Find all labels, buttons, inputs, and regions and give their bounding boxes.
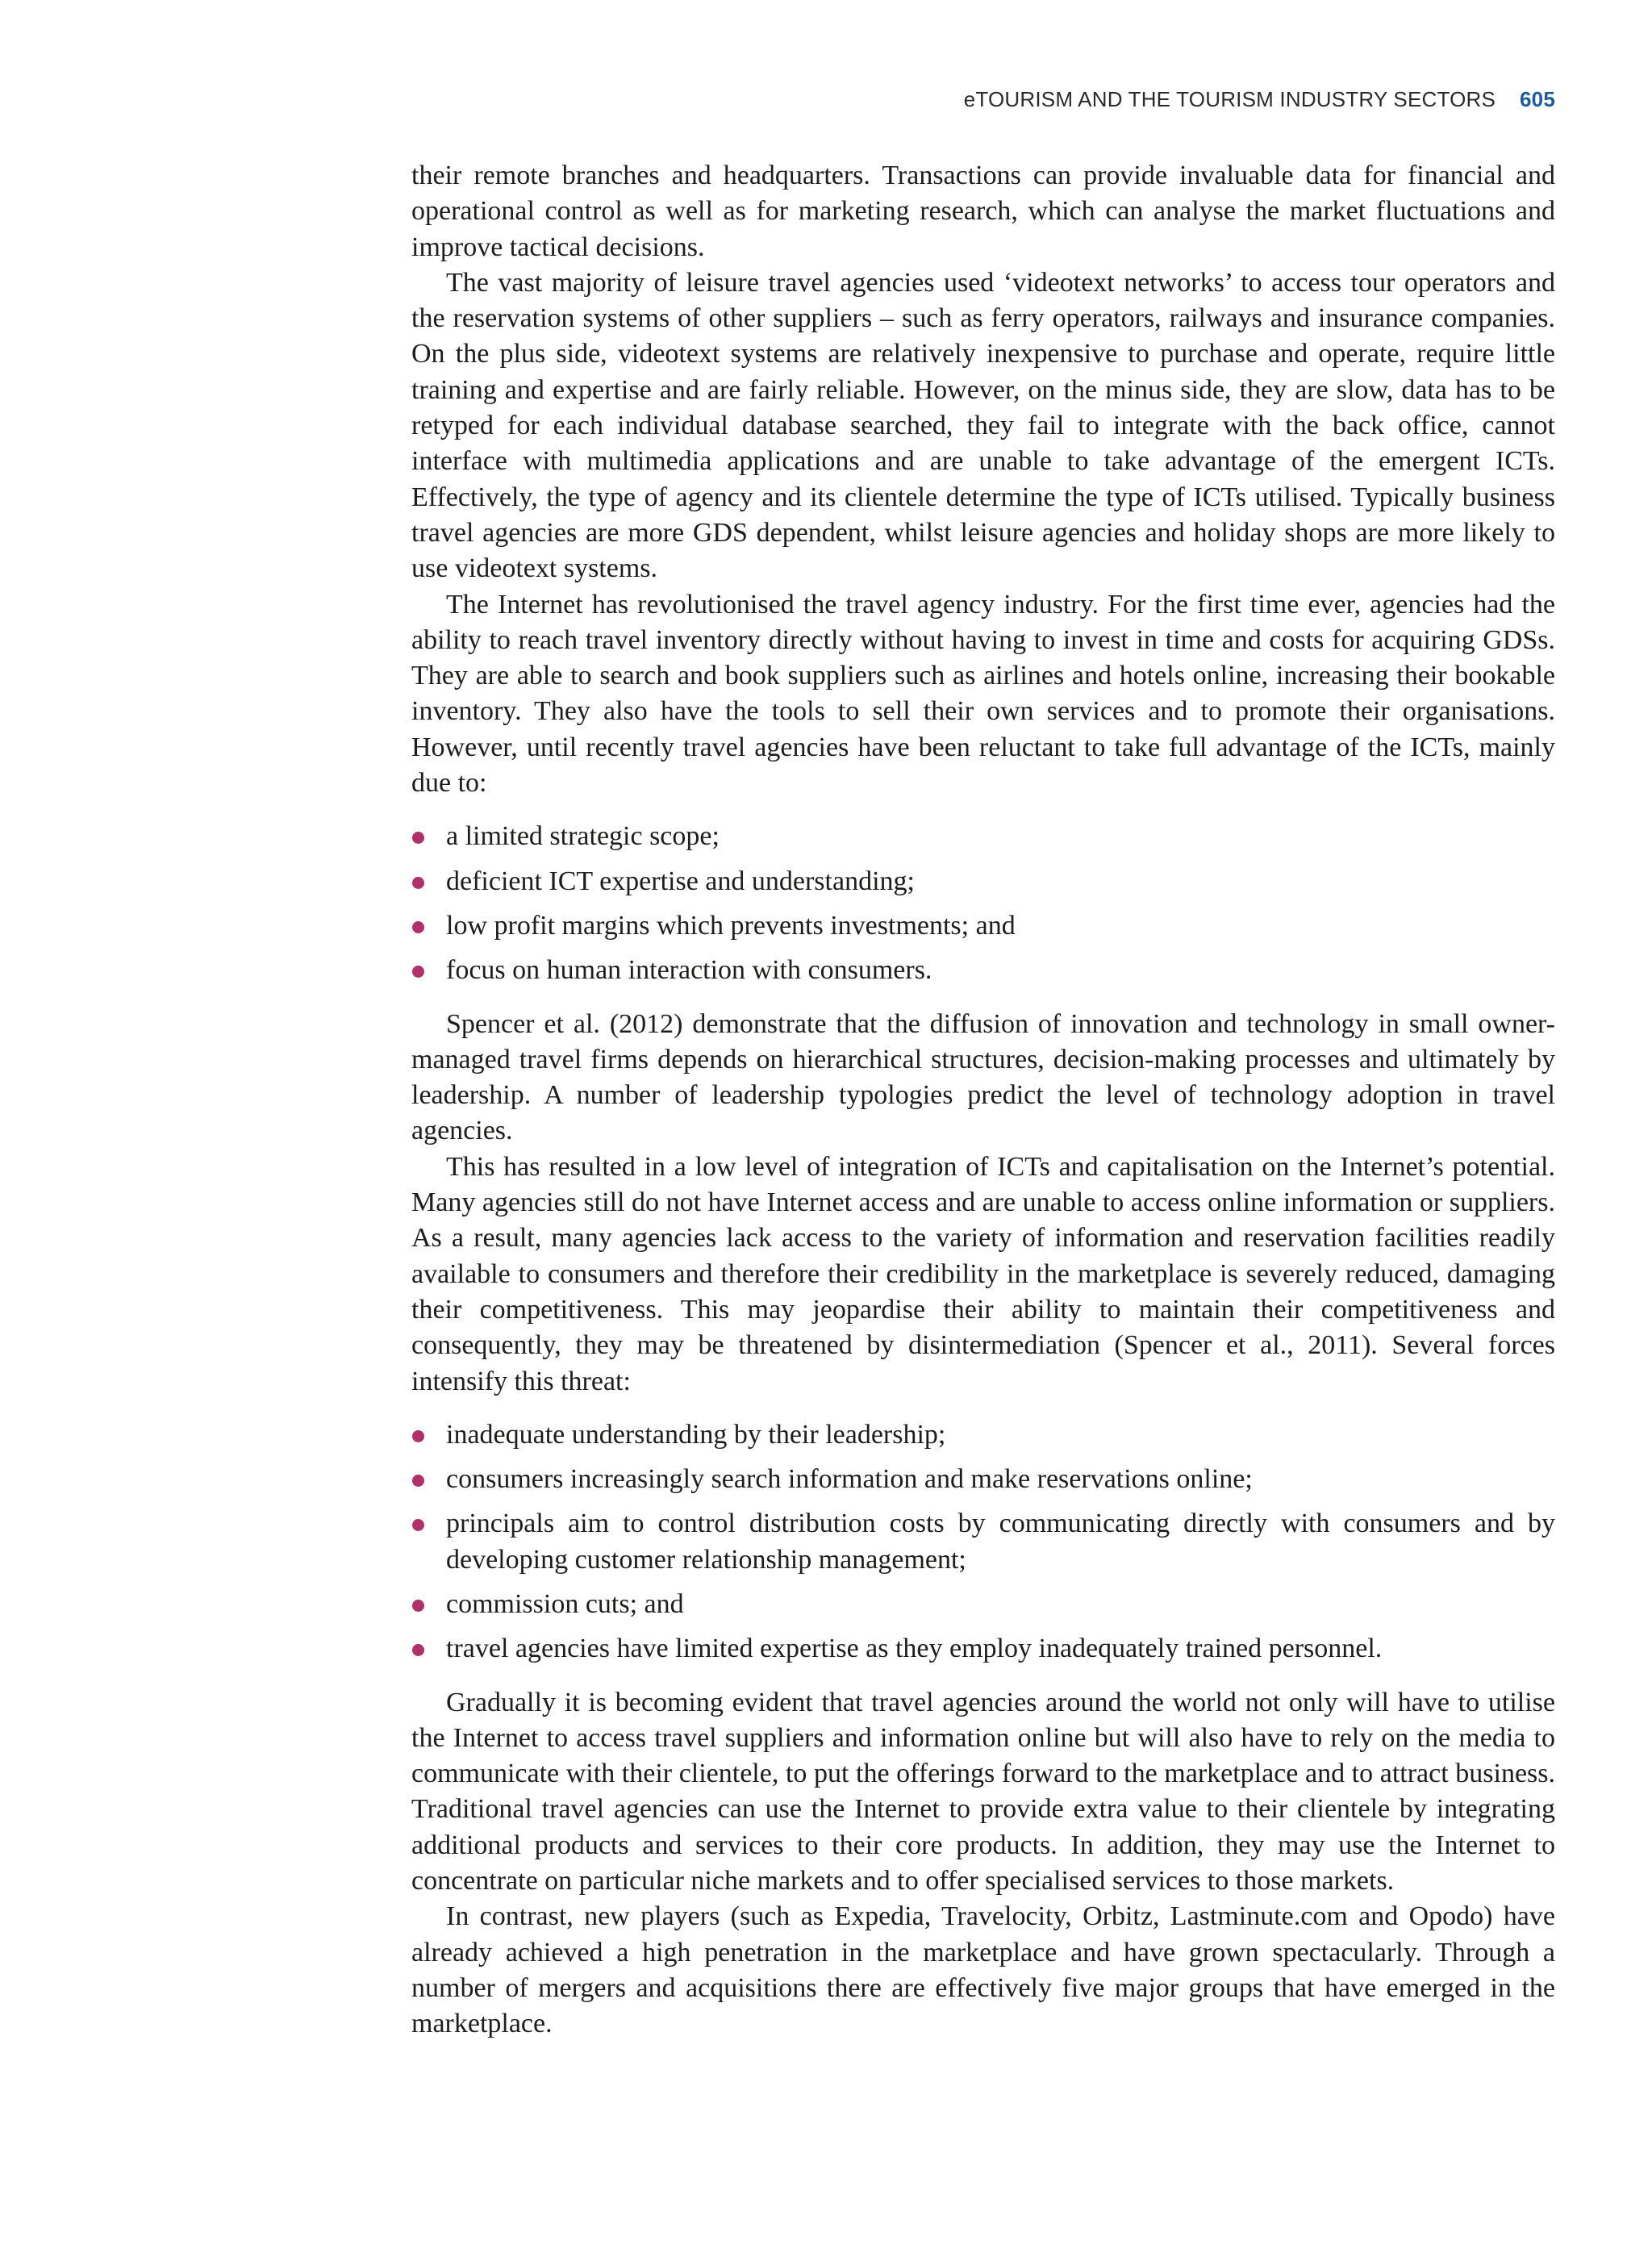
list-item-text: deficient ICT expertise and understanding;: [446, 866, 915, 896]
bullet-icon: [412, 1644, 424, 1656]
paragraph-2: The vast majority of leisure travel agencies used ‘videotext networks’ to access tour operators and the reservation systems of other suppliers – such as ferry operators, railways and insurance companies. On the plus side, videotext systems are relatively inexpensive to purchase and operate, require little training and expertise and are fairly reliable. However, on the minus side, they are slow, data has to be retyped for each individual database searched, they fail to integrate with the back office, cannot interface with multimedia applications and are unable to take advantage of the emergent ICTs. Effectively, the type of agency and its clientele determine the type of ICTs utilised. Typically business travel agencies are more GDS dependent, whilst leisure agencies and holiday shops are more likely to use videotext systems.: [411, 267, 1555, 584]
list-item-text: principals aim to control distribution costs by communicating directly with consumers and by developing customer relationship management;: [446, 1508, 1555, 1575]
bullet-icon: [412, 1475, 424, 1487]
paragraph-1: their remote branches and headquarters. Transactions can provide invaluable data for financial and operational control as well as for marketing research, which can analyse the market fluctuations and improve tactical decisions.: [411, 161, 1555, 262]
list-item: [411, 1462, 1555, 1497]
paragraph-6: Gradually it is becoming evident that travel agencies around the world not only will have to utilise the Internet to access travel suppliers and information online but will also have to rely on the media to communicate with their clientele, to put the offerings forward to the marketplace and to attract business. Traditional travel agencies can use the Internet to provide extra value to their clientele by integrating additional products and services to their core products. In addition, they may use the Internet to concentrate on particular niche markets and to offer specialised services to those markets.: [411, 1687, 1555, 1897]
list-item: [411, 1587, 1555, 1622]
paragraph-4: Spencer et al. (2012) demonstrate that the diffusion of innovation and technology in small owner-managed travel firms depends on hierarchical structures, decision-making processes and ultimately by leadership. A number of leadership typologies predict the level of technology adoption in travel agencies.: [411, 1008, 1555, 1146]
list-item: [411, 864, 1555, 899]
page-number: 605: [1520, 87, 1555, 111]
list-item: [411, 1417, 1555, 1453]
bullet-icon: [412, 966, 424, 978]
list-item-text: focus on human interaction with consumers.: [446, 955, 932, 986]
bullet-icon: [412, 877, 424, 889]
list-item-text: inadequate understanding by their leadership;: [446, 1419, 946, 1450]
paragraph-3: The Internet has revolutionised the travel agency industry. For the first time ever, agencies had the ability to reach travel inventory directly without having to invest in time and costs for acquiring GDSs. They are able to search and book suppliers such as airlines and hotels online, increasing their bookable inventory. They also have the tools to sell their own services and to promote their organisations. However, until recently travel agencies have been reluctant to take full advantage of the ICTs, mainly due to:: [411, 589, 1555, 799]
list-item: [411, 819, 1555, 854]
paragraph-5: This has resulted in a low level of integration of ICTs and capitalisation on the Internet’s potential. Many agencies still do not have Internet access and are unable to access online information or suppliers. As a result, many agencies lack access to the variety of information and reservation facilities readily available to consumers and therefore their credibility in the marketplace is severely reduced, damaging their competitiveness. This may jeopardise their ability to maintain their competitiveness and consequently, they may be threatened by disintermediation (Spencer et al., 2011). Several forces intensify this threat:: [411, 1151, 1555, 1396]
list-item-text: travel agencies have limited expertise as they employ inadequately trained personnel.: [446, 1634, 1383, 1664]
bullet-icon: [412, 832, 424, 844]
bullet-icon: [412, 1600, 424, 1612]
list-item-text: a limited strategic scope;: [446, 821, 720, 852]
body-text: [411, 158, 1555, 2043]
list-item: [411, 1631, 1555, 1667]
bullet-list-forces: [411, 1417, 1555, 1667]
running-head: [964, 87, 1555, 112]
bullet-icon: [412, 1519, 424, 1531]
list-item: [411, 908, 1555, 944]
list-item-text: low profit margins which prevents investments; and: [446, 910, 1016, 941]
paragraph-7: In contrast, new players (such as Expedia, Travelocity, Orbitz, Lastminute.com and Opodo) have already achieved a high penetration in the marketplace and have grown spectacularly. Through a number of mergers and acquisitions there are effectively five major groups that have emerged in the marketplace.: [411, 1901, 1555, 2039]
bullet-list-barriers: [411, 819, 1555, 988]
list-item: [411, 953, 1555, 988]
list-item-text: commission cuts; and: [446, 1588, 684, 1619]
bullet-icon: [412, 1430, 424, 1442]
list-item-text: consumers increasingly search information and make reservations online;: [446, 1464, 1253, 1495]
running-title: eTOURISM AND THE TOURISM INDUSTRY SECTORS: [963, 87, 1496, 111]
list-item: [411, 1506, 1555, 1578]
bullet-icon: [412, 921, 424, 933]
